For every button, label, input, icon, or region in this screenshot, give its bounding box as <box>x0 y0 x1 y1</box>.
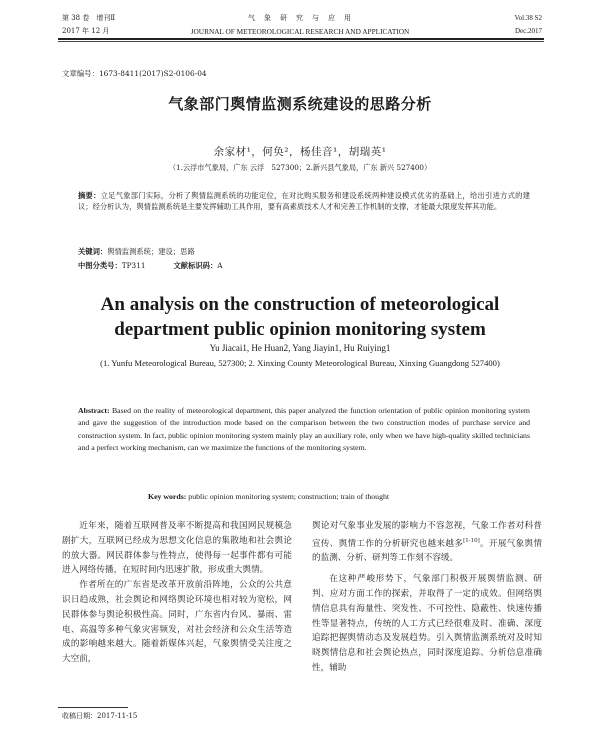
authors-cn: 余家材¹，何奂²，杨佳音¹，胡瑞英¹ <box>213 146 387 158</box>
abstract-en <box>78 405 530 455</box>
body-paragraph <box>312 519 542 566</box>
reference-mark: [1-10] <box>463 537 480 544</box>
footnote-rule <box>58 707 128 708</box>
keywords-en-label: Key words: <box>148 492 187 501</box>
body-paragraph: 近年来，随着互联网普及率不断提高和我国网民规模急剧扩大，互联网已经成为思想文化信息的集散地和社会舆论的放大器。网民群体参与性特点，使得每一起事件都有可能进入网络传播，在短时间内迅速扩散，形成重大舆情。 <box>62 521 292 576</box>
abstract-en-text: Based on the reality of meteorological department, this paper analyzed the function orientation of public opinion monitoring system and gave the suggestion of the introduction mode based on the comparison between the two construction modes of purchase service and construction system. In fact, public opinion monitoring system mainly play an auxiliary role, only when we have high-quality skilled technicians and a perfect working mechanism, can we maximize the functions of the monitoring system. <box>78 406 530 453</box>
abstract-en-label: Abstract: <box>78 406 110 415</box>
authors-en: Yu Jiacai1, He Huan2, Yang Jiayin1, Hu Ruiying1 <box>209 343 391 353</box>
body-paragraph: 作者所在的广东省是改革开放前沿阵地，公众的公共意识日趋成熟，社会舆论和网络舆论环境也相对较为宽松，网民群体参与舆论积极性高。同时，广东省内台风、暴雨、雷电、高温等多种气象灾害频发，对社会经济和公众生活等造成的影响越来越大。随着新媒体兴起，气象舆情受关注度之大空前， <box>62 580 292 665</box>
keywords-en-text: public opinion monitoring system; construction; train of thought <box>188 492 390 501</box>
clc-label: 中图分类号： <box>78 261 122 270</box>
article-number: 文章编号：1673-8411(2017)S2-0106-04 <box>62 69 207 78</box>
keywords-cn <box>78 246 530 257</box>
abstract-cn <box>78 190 530 212</box>
classification-line <box>78 260 530 271</box>
title-en: An analysis on the construction of meteorological department public opinion monitoring system <box>100 294 500 340</box>
keywords-cn-text: 舆情监测系统；建设；思路 <box>107 247 195 256</box>
header-rule-thick <box>58 38 544 40</box>
volume-en: Vol.38 S2 <box>514 14 542 22</box>
clc-code: TP311 <box>121 261 146 270</box>
journal-name-cn: 气 象 研 究 与 应 用 <box>248 14 352 22</box>
keywords-en <box>148 491 548 503</box>
abstract-cn-label: 摘要： <box>78 191 101 200</box>
abstract-cn-text: 立足气象部门实际，分析了舆情监测系统的功能定位，在对比购买服务和建设系统两种建设模式优劣的基础上，给出引进方式的建议；经分析认为，舆情监测系统是主要发挥辅助工具作用，要有高素质技术人才和完善工作机制的支撑，才能最大限度发挥其功能。 <box>78 191 531 211</box>
body-text: 。开展气象舆情的监测、分析、研判等工作刻不容缓。 <box>312 538 542 564</box>
volume-label: 第 38 卷 增刊Ⅱ <box>62 14 116 22</box>
doc-code: A <box>217 261 223 270</box>
body-paragraph: 在这种严峻形势下，气象部门积极开展舆情监测、研判、应对方面工作的探索，并取得了一定的成效。但网络舆情信息具有海量性、突发性、不可控性、隐蔽性、快速传播性等显著特点，传统的人工方式已经很难及时、准确、深度追踪把握舆情动态及发展趋势。引入舆情监测系统对及时知晓舆情信息和社会舆论热点，同时深度追踪、分析信息准确性，辅助 <box>312 574 542 674</box>
title-cn: 气象部门舆情监测系统建设的思路分析 <box>168 95 432 113</box>
doc-code-label: 文献标识码： <box>173 261 218 270</box>
received-date: 收稿日期：2017-11-15 <box>62 712 138 720</box>
affiliation-en: (1. Yunfu Meteorological Bureau, 527300; 2. Xinxing County Meteorological Bureau, Xinxing Guangdong 527400) <box>100 358 500 368</box>
body-column-right <box>312 519 542 676</box>
body-text: 舆论对气象事业发展的影响力不容忽视，气象工作者对科普宣传、舆情工作的分析研究也越来越多 <box>312 521 542 549</box>
date-label: 2017 年 12 月 <box>62 27 110 35</box>
affiliation-cn: （1.云浮市气象局，广东 云浮 527300；2.新兴县气象局，广东 新兴 527400） <box>168 163 432 172</box>
date-en: Dec.2017 <box>514 27 542 35</box>
keywords-cn-label: 关键词： <box>78 247 108 256</box>
journal-name-en: JOURNAL OF METEOROLOGICAL RESEARCH AND APPLICATION <box>190 27 410 36</box>
header-rule-thin <box>58 41 544 42</box>
body-column-left <box>62 519 292 667</box>
